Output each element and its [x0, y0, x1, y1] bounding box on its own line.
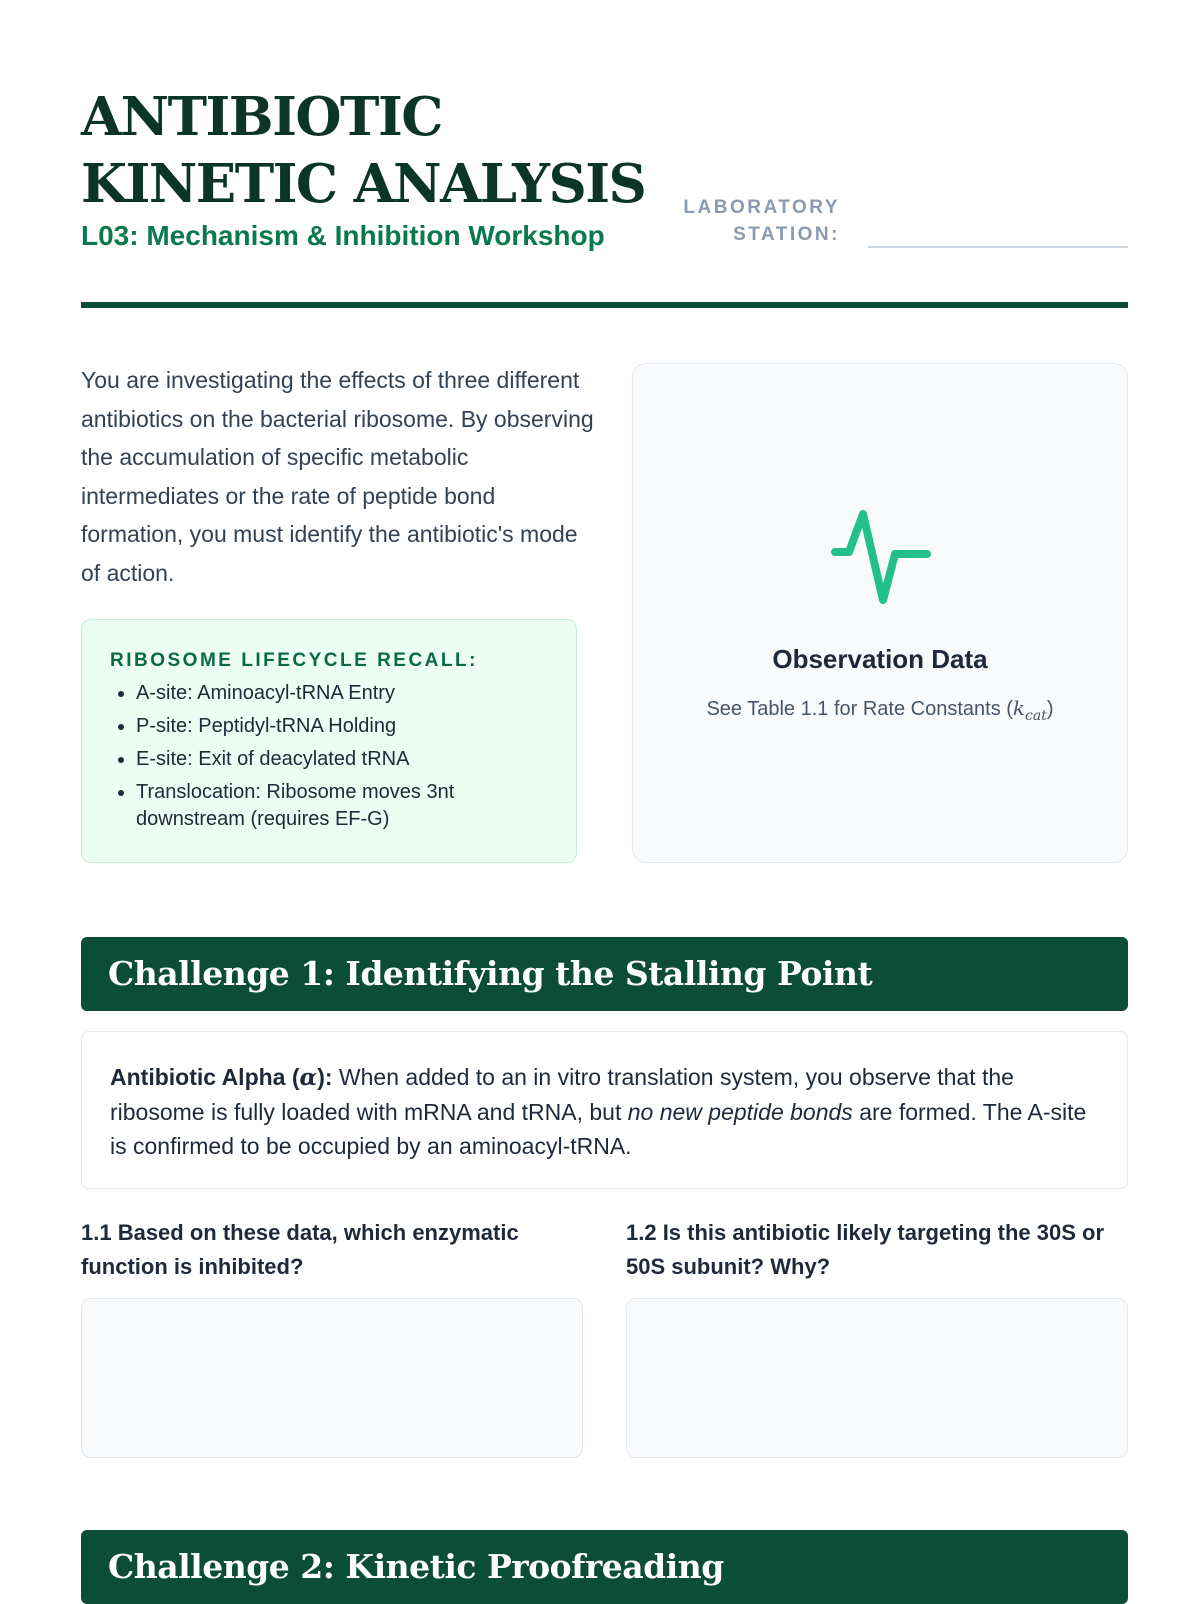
observation-note-prefix: See Table 1.1 for Rate Constants (	[706, 698, 1013, 720]
header-divider	[81, 302, 1128, 308]
recall-box	[81, 619, 577, 863]
scenario-text-2: are formed. The A-site is confirmed to be occupied by an aminoacyl-tRNA.	[110, 1099, 1087, 1159]
question-1-2: 1.2 Is this antibiotic likely targeting the 30S or 50S subunit? Why?	[626, 1220, 1105, 1279]
recall-item-p-site: • P-site: Peptidyl-tRNA Holding	[136, 713, 548, 740]
recall-item-e-site: • E-site: Exit of deacylated tRNA	[136, 746, 548, 773]
page-subtitle: L03: Mechanism & Inhibition Workshop	[81, 220, 605, 251]
question-1-1: 1.1 Based on these data, which enzymatic function is inhibited?	[81, 1220, 519, 1279]
observation-card	[632, 363, 1128, 863]
scenario-label-suffix: ):	[317, 1064, 333, 1090]
recall-title: RIBOSOME LIFECYCLE RECALL:	[110, 650, 478, 671]
challenge-1-scenario	[81, 1031, 1128, 1189]
rate-constant-subscript: cat	[1025, 708, 1047, 724]
station-label-line-2: STATION:	[733, 224, 840, 245]
answer-box-1-2[interactable]	[626, 1298, 1128, 1458]
station-input-line[interactable]	[868, 246, 1128, 248]
intro-paragraph: You are investigating the effects of three different antibiotics on the bacterial ribosome. By observing the accumulation of specific metabolic intermediates or the rate of peptide bond formation, you must identify the antibiotic's mode of action.	[81, 367, 594, 586]
station-label	[660, 194, 840, 248]
challenge-1-banner: Challenge 1: Identifying the Stalling Point	[81, 937, 1128, 1011]
observation-title: Observation Data	[772, 644, 988, 674]
scenario-text-1: When added to an in vitro translation system, you observe that the ribosome is fully loaded with mRNA and tRNA, but	[110, 1064, 1014, 1125]
recall-list	[110, 680, 548, 833]
recall-item-a-site: • A-site: Aminoacyl-tRNA Entry	[136, 680, 548, 707]
scenario-label	[110, 1064, 333, 1090]
scenario-emphasis: no new peptide bonds	[627, 1099, 853, 1125]
rate-constant-k: k	[1012, 696, 1026, 720]
rate-constant-symbol	[1012, 696, 1047, 724]
page-title	[81, 84, 645, 218]
observation-note-suffix: )	[1046, 698, 1054, 720]
scenario-label-prefix: Antibiotic Alpha (	[110, 1064, 300, 1090]
alpha-symbol: α	[299, 1064, 318, 1091]
title-line-1: ANTIBIOTIC	[81, 86, 442, 148]
recall-item-translocation: • Translocation: Ribosome moves 3nt downstream (requires EF-G)	[136, 779, 548, 833]
title-line-2: KINETIC ANALYSIS	[81, 153, 646, 215]
pulse-icon	[829, 508, 933, 612]
station-label-line-1: LABORATORY	[683, 197, 840, 218]
answer-box-1-1[interactable]	[81, 1298, 583, 1458]
observation-note	[633, 696, 1127, 724]
challenge-2-banner: Challenge 2: Kinetic Proofreading	[81, 1530, 1128, 1604]
